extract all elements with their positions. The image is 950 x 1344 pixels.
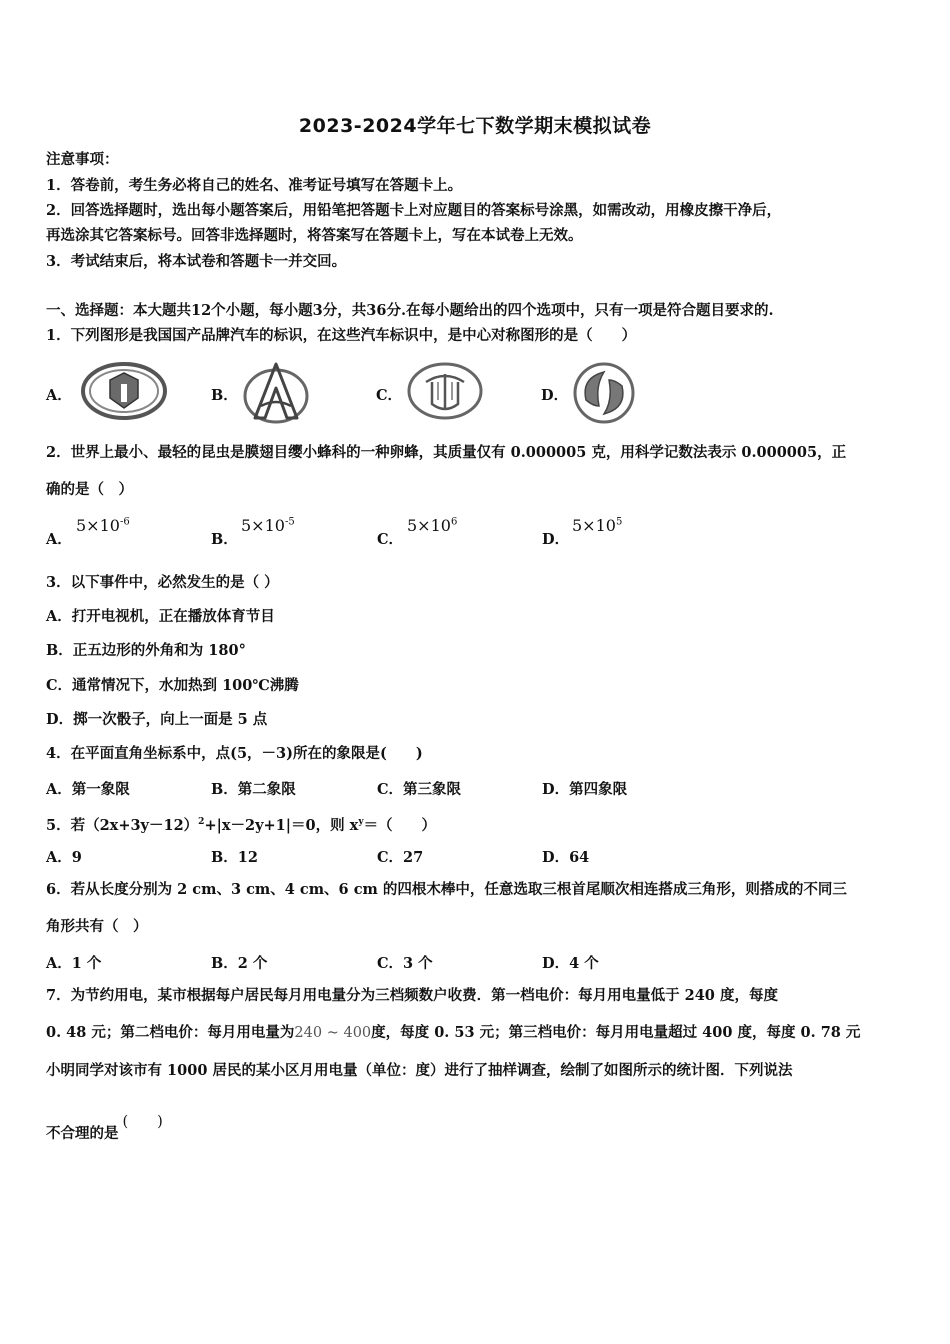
q2-option-d[interactable] (542, 514, 702, 554)
q7-line2-part-b: 度，每度 0. 53 元；第三档电价：每月用电量超过 400 度，每度 0. 78 元 (371, 1024, 861, 1041)
q3-option-a[interactable]: A．打开电视机，正在播放体育节目 (46, 608, 275, 625)
notice-heading: 注意事项： (46, 151, 119, 168)
q2-option-b-base: 5×10 (241, 516, 285, 535)
q5-option-c[interactable]: C．27 (377, 849, 424, 866)
q2-option-d-label: D． (542, 531, 570, 548)
q1-option-c-label: C． (376, 387, 403, 404)
q2-option-a-base: 5×10 (76, 516, 120, 535)
q7-line2-part-a: 0. 48 元；第二档电价：每月用电量为 (46, 1024, 295, 1041)
q2-option-c-exp: 6 (450, 516, 458, 528)
q1-options (46, 360, 686, 428)
q2-option-c-expr (407, 516, 457, 535)
q4-option-c[interactable]: C．第三象限 (377, 781, 462, 798)
q1-option-d[interactable] (541, 360, 671, 428)
changan-logo-icon (241, 360, 311, 426)
q5-option-a[interactable]: A．9 (46, 849, 82, 866)
q6-option-d[interactable]: D．4 个 (542, 955, 599, 972)
q2-option-a-expr (76, 516, 130, 535)
q7-line1: 7．为节约用电，某市根据每户居民每月用电量分为三档频数户收费．第一档电价：每月用电量低于 240 度，每度 (46, 987, 778, 1004)
page-title: 2023-2024学年七下数学期末模拟试卷 (298, 115, 652, 137)
q4-option-a[interactable]: A．第一象限 (46, 781, 130, 798)
notice-item-2: 2．回答选择题时，选出每小题答案后，用铅笔把答题卡上对应题目的答案标号涂黑，如需改动，用橡皮擦干净后， (46, 202, 782, 219)
q7-line3: 小明同学对该市有 1000 居民的某小区月用电量（单位：度）进行了抽样调查，绘制了如图所示的统计图．下列说法 (46, 1062, 793, 1079)
dongfeng-logo-icon (571, 360, 637, 426)
q2-option-b-exp: -5 (284, 516, 295, 528)
q2-option-a-label: A． (46, 531, 72, 548)
q2-option-b[interactable] (211, 514, 371, 554)
q5-option-d[interactable]: D．64 (542, 849, 590, 866)
q7-line4 (46, 1114, 163, 1144)
q3-stem: 3．以下事件中，必然发生的是（ ） (46, 574, 279, 591)
q2-option-d-expr (572, 516, 622, 535)
q1-option-c[interactable] (376, 360, 506, 428)
notice-item-2-cont: 再选涂其它答案标号。回答非选择题时，将答案写在答题卡上，写在本试卷上无效。 (46, 227, 583, 244)
q5-options (46, 846, 906, 870)
q2-option-a-exp: -6 (119, 516, 130, 528)
q7-range: 240 ~ 400 (294, 1025, 372, 1041)
q5-stem (46, 812, 436, 836)
q6-stem-line1: 6．若从长度分别为 2 cm、3 cm、4 cm、6 cm 的四根木棒中，任意选取三根首尾顺次相连搭成三角形，则搭成的不同三 (46, 881, 847, 898)
q4-option-d[interactable]: D．第四象限 (542, 781, 628, 798)
q2-stem-line2: 确的是（ ） (46, 481, 133, 498)
notice-item-1: 1．答卷前，考生务必将自己的姓名、准考证号填写在答题卡上。 (46, 177, 463, 194)
section-heading: 一、选择题：本大题共12个小题，每小题3分，共36分.在每小题给出的四个选项中，只有一项是符合题目要求的. (46, 302, 774, 319)
q4-option-b[interactable]: B．第二象限 (211, 781, 296, 798)
q4-options (46, 778, 906, 802)
q2-option-b-label: B． (211, 531, 238, 548)
q5-exponent-y: y (358, 817, 364, 827)
q1-stem: 1．下列图形是我国国产品牌汽车的标识，在这些汽车标识中，是中心对称图形的是（ ） (46, 327, 637, 344)
q5-option-b[interactable]: B．12 (211, 849, 258, 866)
q1-option-a[interactable] (46, 360, 176, 428)
q5-stem-part-b: +|x－2y+1|＝0，则 x (204, 816, 359, 834)
q2-option-c-base: 5×10 (407, 516, 451, 535)
q5-stem-part-a: 5．若（2x+3y－12） (46, 816, 199, 834)
q7-line4-text: 不合理的是 (46, 1125, 119, 1142)
q6-option-b[interactable]: B．2 个 (211, 955, 268, 972)
q1-option-d-label: D． (541, 387, 569, 404)
q2-option-d-base: 5×10 (572, 516, 616, 535)
q2-option-d-exp: 5 (615, 516, 623, 528)
q3-option-b[interactable]: B．正五边形的外角和为 180° (46, 642, 246, 659)
q1-option-b[interactable] (211, 360, 341, 428)
q1-option-a-label: A． (46, 387, 72, 404)
q2-stem-line1: 2．世界上最小、最轻的昆虫是膜翅目缨小蜂科的一种卵蜂，其质量仅有 0.000005 克，用科学记数法表示 0.000005，正 (46, 444, 847, 461)
q7-answer-paren: ( ) (122, 1114, 163, 1130)
q5-stem-part-c: ＝（ ） (363, 816, 437, 834)
q6-option-c[interactable]: C．3 个 (377, 955, 433, 972)
q6-option-a[interactable]: A．1 个 (46, 955, 102, 972)
great-wall-logo-icon (80, 360, 168, 422)
q2-options (46, 514, 746, 554)
q7-line2 (46, 1023, 860, 1043)
q2-option-b-expr (241, 516, 295, 535)
q6-stem-line2: 角形共有（ ） (46, 918, 148, 935)
q6-options (46, 952, 906, 976)
q4-stem: 4．在平面直角坐标系中，点(5，－3)所在的象限是( ) (46, 745, 423, 762)
q2-option-c[interactable] (377, 514, 537, 554)
q5-exponent-2: 2 (198, 817, 205, 827)
q2-option-c-label: C． (377, 531, 404, 548)
q3-option-d[interactable]: D．掷一次骰子，向上一面是 5 点 (46, 711, 268, 728)
hongqi-logo-icon (406, 360, 484, 422)
q3-option-c[interactable]: C．通常情况下，水加热到 100℃沸腾 (46, 677, 299, 694)
q2-option-a[interactable] (46, 514, 206, 554)
q1-option-b-label: B． (211, 387, 238, 404)
notice-item-3: 3．考试结束后，将本试卷和答题卡一并交回。 (46, 253, 347, 270)
